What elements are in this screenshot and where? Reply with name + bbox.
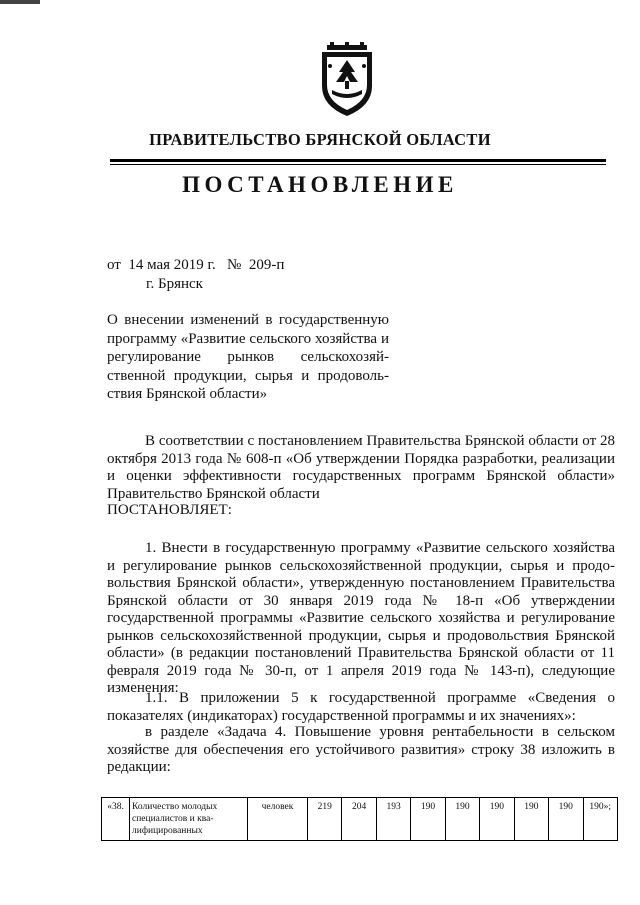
intro-text: В соответствии с постановлением Правительства Брянской области от 28 октября 2013 года № 608-п «Об утверждении Порядка разработки, реализации и оценки эффективности государственных программ Брянской области» Правительство Брянской области [107,433,615,502]
city: г. Брянск [146,276,203,292]
value-cell: 190 [549,798,583,841]
header-rule-thick [110,159,606,162]
item-1-1-instruction [107,724,615,777]
unit-cell: человек [248,798,308,841]
document-type-title: ПОСТАНОВЛЕНИЕ [182,172,458,197]
subject-heading: О внесении изменений в государственную программу «Развитие сельского хозяйства и регулирование рынков сельскохозяй-ственной продукции, сырья и продоволь-ствия Брянской области» [107,312,389,402]
value-cell: 193 [376,798,410,841]
row-number-cell: «38. [102,798,130,841]
intro-paragraph [107,433,615,503]
scan-corner-mark [0,0,40,4]
value-cell: 190»; [583,798,618,841]
date-and-number: от 14 мая 2019 г. № 209-п [107,257,285,273]
decree-word: ПОСТАНОВЛЯЕТ: [107,502,232,518]
item-1 [107,540,615,698]
government-title: ПРАВИТЕЛЬСТВО БРЯНСКОЙ ОБЛАСТИ [149,130,491,149]
item-1-1 [107,690,615,725]
item-1-1-text: 1.1. В приложении 5 к государственной программе «Сведения о показателях (индикаторах) государственной программы и их значениях»: [107,690,615,724]
value-cell: 190 [411,798,445,841]
value-cell: 190 [514,798,548,841]
value-cell: 219 [308,798,342,841]
item-1-text: 1. Внести в государственную программу «Развитие сельского хозяйства и регулирование рынков сельскохозяйственной продукции, сырья и продо-вольствия Брянской области», утвержденную постановлением Правительства Брянской области от 30 января 2019 года № 18-п «Об утверждении государственной программы «Развитие сельского хозяйства и регулирование рынков сельскохозяйственной продукции, сырья и продовольствия Брянской области» (в редакции постановлений Правительства Брянской области от 11 февраля 2019 года № 30-п, от 1 апреля 2019 года № 143-п), следующие изменения: [107,540,615,696]
header-rule-thin [110,164,606,165]
value-cell: 190 [480,798,514,841]
value-cell: 190 [445,798,479,841]
table-row [102,798,618,841]
value-cell: 204 [342,798,376,841]
indicator-table [101,797,618,841]
indicator-name-cell: Количество молодых специалистов и ква-лифицированных [130,798,248,841]
item-1-1-instruction-text: в разделе «Задача 4. Повышение уровня рентабельности в сельском хозяйстве для обеспечения его устойчивого развития» строку 38 изложить в редакции: [107,724,615,775]
coat-of-arms-icon [318,42,376,118]
